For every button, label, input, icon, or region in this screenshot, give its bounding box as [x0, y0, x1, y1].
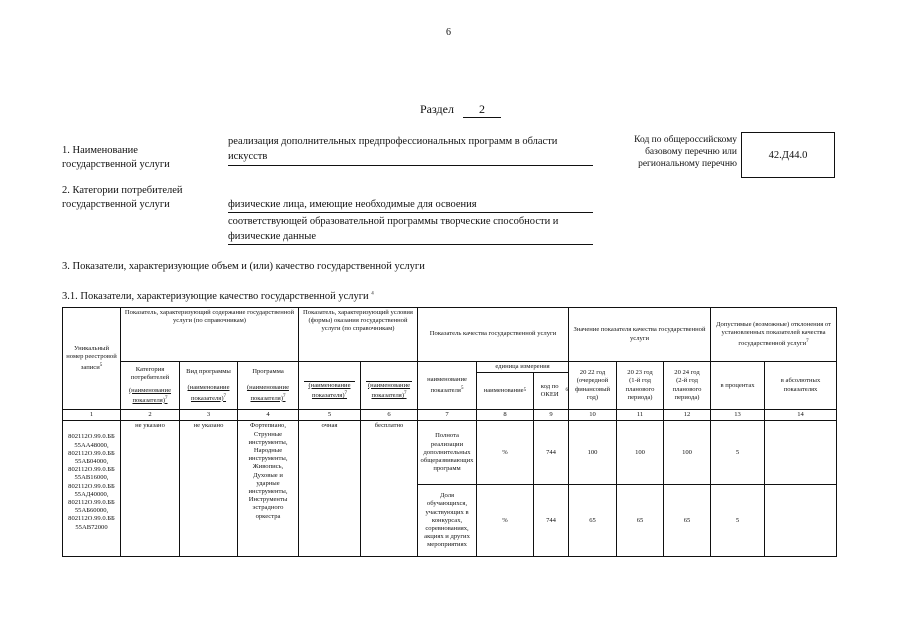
program-cell: Фортепиано, Струнные инструменты, Народные инструменты, Живопись, Духовые и ударные инструменты, Инструменты эстрадного оркестра — [238, 421, 299, 557]
col-num: 13 — [711, 410, 765, 421]
header-c5-sub — [301, 382, 358, 401]
reg-code: 802112О.99.0.ББ 55АБ60000, — [68, 499, 115, 515]
header-c5-sub-text: (наименование показателя) — [308, 381, 351, 400]
col-num: 2 — [121, 410, 180, 421]
indicator-value-2022: 65 — [569, 485, 617, 557]
consumer-category-value — [228, 197, 593, 245]
header-c12 — [664, 362, 711, 410]
header-quality: Показатель качества государственной услуги — [418, 308, 569, 362]
consumer-category-line2: соответствующей образовательной программы творческие способности и — [228, 216, 559, 227]
header-conditions: Показатель, характеризующий условия (формы) оказания государственной услуги (по справочникам) — [299, 308, 418, 362]
section-number: 2 — [463, 102, 501, 118]
header-content: Показатель, характеризующий содержание государственной услуги (по справочникам) — [121, 308, 299, 362]
registry-code-label — [615, 134, 737, 170]
header-values: Значение показателя качества государственной услуги — [569, 308, 711, 362]
header-c9-sup: 6 — [565, 388, 569, 394]
registry-code-box — [741, 132, 835, 178]
header-c12-text: (2-й год планового периода) — [672, 377, 702, 401]
header-c3 — [180, 362, 238, 410]
header-c3-title: Вид программы — [186, 368, 231, 376]
reg-code: 802112О.99.0.ББ 55АД40000, — [68, 482, 115, 498]
header-c3-sub-text: (наименование показателя) — [187, 384, 230, 402]
header-c2 — [121, 362, 180, 410]
header-c4-sub-text: (наименование показателя) — [246, 384, 290, 402]
service-name-label-line1: 1. Наименование — [62, 145, 138, 156]
header-c7-sup: 5 — [460, 385, 464, 391]
registry-code-label-line1: Код по общероссийскому — [634, 135, 737, 145]
quality-indicators-table — [62, 307, 837, 557]
reg-code: 802112О.99.0.ББ 55АА48000, — [68, 433, 115, 449]
indicator-unit: % — [477, 421, 534, 485]
col-num: 10 — [569, 410, 617, 421]
service-name-label-line2: государственной услуги — [62, 159, 170, 170]
header-unit-group — [477, 362, 569, 410]
header-c9 — [534, 373, 568, 409]
col-num: 4 — [238, 410, 299, 421]
header-reg-no — [63, 308, 121, 410]
section-label: Раздел — [420, 102, 454, 116]
consumer-category-cell: не указано — [121, 421, 180, 557]
indicator-deviation-abs — [765, 485, 837, 557]
section-heading — [420, 102, 501, 118]
column-number-row — [63, 410, 837, 421]
indicator-deviation-pct: 5 — [711, 485, 765, 557]
header-c4-title: Программа — [252, 368, 284, 376]
registry-code-label-line2: базовому перечню или — [645, 147, 737, 157]
table-row — [63, 421, 837, 485]
reg-code: 802112О.99.0.ББ 55АВ16000, — [68, 466, 115, 482]
header-row-1 — [63, 308, 837, 362]
header-c5 — [299, 362, 361, 410]
reg-code: 802112О.99.0.ББ 55АБ04000, — [68, 449, 115, 466]
header-c10-year: 20 22 год — [579, 369, 606, 377]
header-c12-year: 20 24 год — [674, 369, 700, 377]
col-num: 7 — [418, 410, 477, 421]
col-num: 9 — [534, 410, 569, 421]
header-c6-blank — [366, 371, 412, 382]
col-num: 11 — [617, 410, 664, 421]
header-c9-text: код по ОКЕИ — [540, 383, 559, 399]
service-name-label — [62, 144, 170, 172]
indicator-unit: % — [477, 485, 534, 557]
col-num: 14 — [765, 410, 837, 421]
indicator-name: Доля обучающихся, участвующих в конкурсах, соревнованиях, акциях и других мероприятиях — [418, 485, 477, 557]
indicator-value-2023: 100 — [617, 421, 664, 485]
col-num: 12 — [664, 410, 711, 421]
header-c11-text: (1-й год планового периода) — [625, 377, 655, 401]
header-deviation-text: Допустимые (возможные) отклонения от установленных показателей качества государственной услуги — [716, 321, 831, 347]
header-deviation-sup: 7 — [806, 338, 809, 344]
indicator-okei: 744 — [534, 421, 569, 485]
indicator-value-2024: 100 — [664, 421, 711, 485]
program-type-cell: не указано — [180, 421, 238, 557]
header-c4 — [238, 362, 299, 410]
col-num: 1 — [63, 410, 121, 421]
header-c8-text: наименование — [483, 387, 524, 395]
header-unit: единица измерения — [477, 362, 568, 373]
section-3-title: 3. Показатели, характеризующие объем и (или) качество государственной услуги — [62, 261, 425, 272]
header-c6-sub-text: (наименование показателя) — [367, 381, 411, 400]
header-c2-sub — [123, 387, 177, 406]
header-c6 — [361, 362, 418, 410]
col-num: 3 — [180, 410, 238, 421]
consumer-category-label — [62, 184, 183, 212]
header-c10-text: (очередной финансовый год) — [574, 377, 611, 401]
section-3-1-text: 3.1. Показатели, характеризующие качество государственной услуги — [62, 291, 369, 302]
header-c2-sub-text: (наименование показателя) — [128, 386, 172, 404]
header-c5-blank — [304, 371, 355, 382]
col-num: 5 — [299, 410, 361, 421]
header-c2-title: Категория потребителей — [130, 366, 170, 382]
header-unit-sub — [477, 373, 568, 409]
header-c7-text: наименование показателя — [427, 376, 467, 394]
header-c6-sup: 7 — [404, 391, 407, 396]
indicator-deviation-abs — [765, 421, 837, 485]
header-c7 — [418, 362, 477, 410]
page-number: 6 — [446, 27, 451, 38]
header-c2-sup: 7 — [165, 395, 168, 401]
col-num: 6 — [361, 410, 418, 421]
header-c10 — [569, 362, 617, 410]
header-c11 — [617, 362, 664, 410]
header-c4-sub — [240, 384, 296, 403]
header-reg-no-text: Уникальный номер реестровой записи — [66, 345, 117, 371]
indicator-value-2024: 65 — [664, 485, 711, 557]
consumer-category-label-line2: государственной услуги — [62, 199, 170, 210]
consumer-category-line3: физические данные — [228, 229, 593, 245]
header-c6-sub — [363, 382, 415, 401]
section-3-1-title — [62, 291, 374, 302]
consumer-category-label-line1: 2. Категории потребителей — [62, 185, 183, 196]
indicator-value-2023: 65 — [617, 485, 664, 557]
header-reg-no-sup: 5 — [99, 362, 103, 368]
header-c13: в процентах — [711, 362, 765, 410]
indicator-deviation-pct: 5 — [711, 421, 765, 485]
header-c11-year: 20 23 год — [627, 369, 653, 377]
header-deviation — [711, 308, 837, 362]
payment-cell: бесплатно — [361, 421, 418, 557]
consumer-category-line1: физические лица, имеющие необходимые для освоения — [228, 197, 593, 213]
reg-codes-cell — [63, 421, 121, 557]
form-cell: очная — [299, 421, 361, 557]
service-name-line2: искусств — [228, 149, 593, 166]
col-num: 8 — [477, 410, 534, 421]
header-c3-sup: 7 — [223, 393, 227, 399]
section-3-1-sup: 4 — [371, 291, 374, 297]
service-name-line1: реализация дополнительных предпрофессиональных программ в области — [228, 136, 558, 147]
header-c8-sup: 5 — [523, 388, 527, 394]
indicator-okei: 744 — [534, 485, 569, 557]
indicator-name: Полнота реализации дополнительных общеразвивающих программ — [418, 421, 477, 485]
header-c3-sub — [182, 384, 235, 403]
reg-code: 802112О.99.0.ББ 55АВ72000 — [68, 515, 115, 531]
service-name-value — [228, 134, 593, 166]
header-c4-sup: 7 — [283, 393, 286, 399]
indicator-value-2022: 100 — [569, 421, 617, 485]
header-row-2 — [63, 362, 837, 410]
header-c5-sup: 7 — [344, 391, 348, 396]
header-c14: в абсолютных показателях — [765, 362, 837, 410]
registry-code-value: 42.Д44.0 — [768, 149, 808, 161]
registry-code-label-line3: региональному перечню — [638, 159, 737, 169]
header-c8 — [477, 373, 534, 409]
